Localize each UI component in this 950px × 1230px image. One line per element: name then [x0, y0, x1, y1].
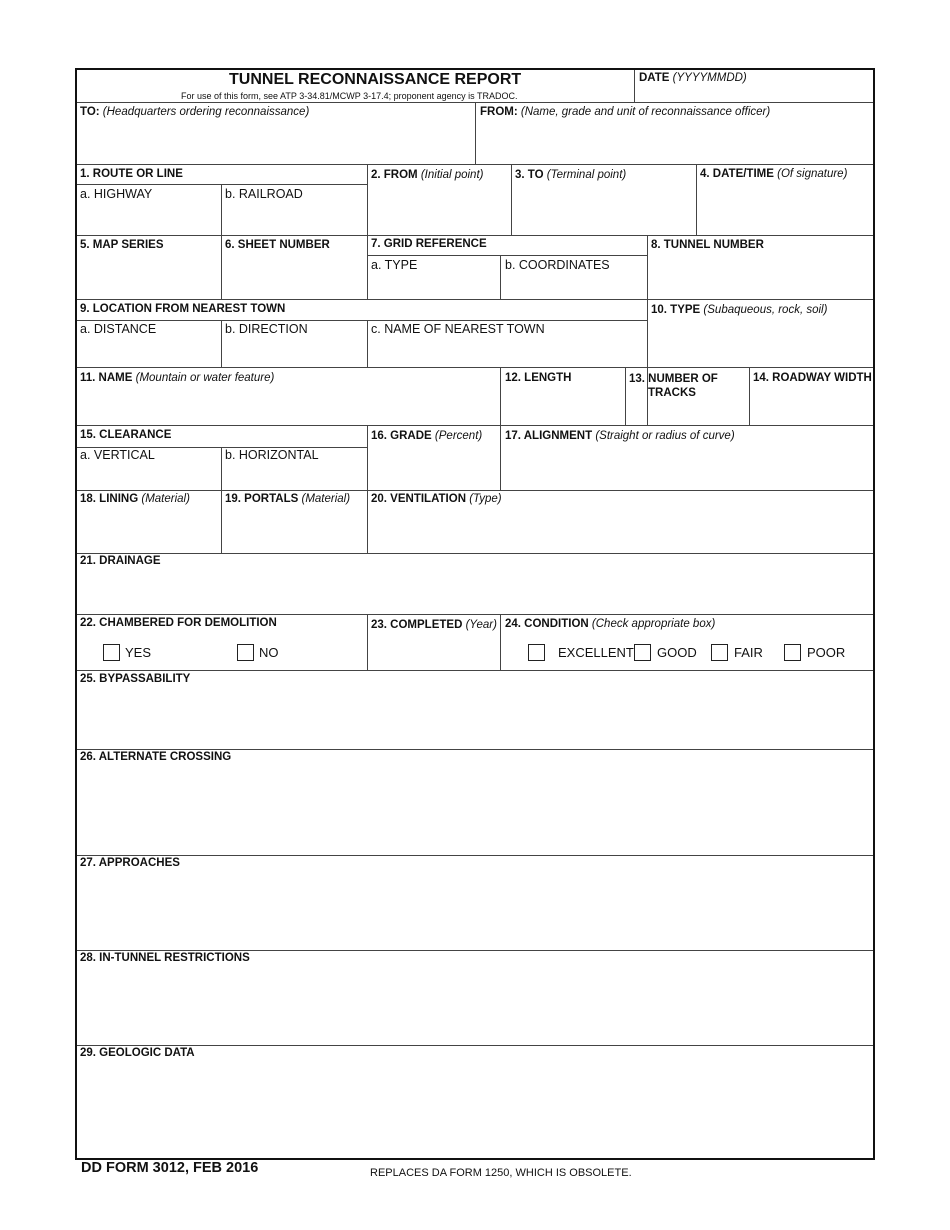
form-title: TUNNEL RECONNAISSANCE REPORT [229, 71, 522, 88]
distance-label: a. DISTANCE [80, 322, 157, 336]
highway-label: a. HIGHWAY [80, 187, 153, 201]
coordinates-label: b. COORDINATES [505, 258, 610, 272]
tunnel-type-label: 10. TYPE (Subaqueous, rock, soil) [651, 304, 828, 316]
divider [221, 320, 222, 367]
grade-field[interactable] [371, 448, 497, 488]
divider [77, 670, 873, 671]
divider [77, 553, 873, 554]
divider [77, 1045, 873, 1046]
divider [367, 164, 368, 299]
fair-option[interactable] [711, 644, 763, 661]
geologic-data-label: 29. GEOLOGIC DATA [80, 1047, 195, 1059]
good-label: GOOD [657, 645, 697, 660]
name-label: 11. NAME (Mountain or water feature) [80, 372, 275, 384]
grid-reference-label: 7. GRID REFERENCE [371, 238, 487, 250]
name-field[interactable] [80, 390, 497, 423]
coordinates-field[interactable] [505, 274, 644, 297]
divider [696, 164, 697, 235]
in-tunnel-restrictions-field[interactable] [80, 969, 870, 1043]
poor-label: POOR [807, 645, 846, 660]
good-option[interactable] [634, 644, 697, 661]
drainage-field[interactable] [80, 572, 870, 612]
divider [221, 235, 222, 299]
divider [749, 367, 750, 425]
poor-checkbox[interactable] [784, 644, 801, 661]
good-checkbox[interactable] [634, 644, 651, 661]
completed-label: 23. COMPLETED (Year) [371, 619, 497, 631]
direction-label: b. DIRECTION [225, 322, 308, 336]
chambered-label: 22. CHAMBERED FOR DEMOLITION [80, 617, 277, 629]
vertical-label: a. VERTICAL [80, 448, 155, 462]
to-label: TO: (Headquarters ordering reconnaissance) [80, 106, 310, 118]
railroad-label: b. RAILROAD [225, 187, 303, 201]
no-label: NO [259, 645, 279, 660]
divider [77, 320, 647, 321]
from-point-field[interactable] [371, 186, 508, 233]
in-tunnel-restrictions-label: 28. IN-TUNNEL RESTRICTIONS [80, 952, 250, 964]
ventilation-field[interactable] [371, 510, 870, 551]
condition-label: 24. CONDITION (Check appropriate box) [505, 618, 716, 630]
divider [625, 367, 626, 425]
tunnel-type-field[interactable] [651, 322, 870, 365]
route-or-line-label: 1. ROUTE OR LINE [80, 168, 183, 180]
divider [221, 447, 222, 490]
number-of-tracks-label: 13. NUMBER OF [629, 373, 718, 385]
map-series-label: 5. MAP SERIES [80, 239, 164, 251]
horizontal-label: b. HORIZONTAL [225, 448, 319, 462]
date-field[interactable] [639, 86, 869, 100]
yes-label: YES [125, 645, 152, 660]
divider [500, 425, 501, 490]
clearance-label: 15. CLEARANCE [80, 429, 172, 441]
divider [221, 184, 222, 235]
approaches-label: 27. APPROACHES [80, 857, 180, 869]
divider [77, 749, 873, 750]
fair-checkbox[interactable] [711, 644, 728, 661]
distance-field[interactable] [80, 338, 218, 365]
no-option[interactable] [237, 644, 279, 661]
bypassability-field[interactable] [80, 690, 870, 747]
tunnel-reconnaissance-form [75, 68, 875, 1160]
grid-type-label: a. TYPE [371, 258, 418, 272]
excellent-checkbox[interactable] [528, 644, 545, 661]
sheet-number-field[interactable] [225, 256, 364, 297]
divider [77, 855, 873, 856]
divider [475, 102, 476, 164]
length-label: 12. LENGTH [505, 372, 572, 384]
tunnel-number-field[interactable] [651, 256, 870, 297]
divider [500, 614, 501, 670]
tunnel-number-label: 8. TUNNEL NUMBER [651, 239, 764, 251]
divider [77, 184, 367, 185]
ventilation-label: 20. VENTILATION (Type) [371, 493, 502, 505]
yes-checkbox[interactable] [103, 644, 120, 661]
grade-label: 16. GRADE (Percent) [371, 430, 483, 442]
length-field[interactable] [505, 390, 622, 423]
divider [77, 490, 873, 491]
divider [500, 367, 501, 425]
nearest-town-label: c. NAME OF NEAREST TOWN [371, 322, 545, 336]
roadway-width-field[interactable] [753, 390, 870, 423]
roadway-width-label: 14. ROADWAY WIDTH [753, 372, 872, 384]
geologic-data-field[interactable] [80, 1064, 870, 1156]
divider [77, 950, 873, 951]
divider [77, 614, 873, 615]
alignment-label: 17. ALIGNMENT (Straight or radius of curve) [505, 430, 735, 442]
from-point-label: 2. FROM (Initial point) [371, 169, 484, 181]
portals-label: 19. PORTALS (Material) [225, 493, 351, 505]
lining-field[interactable] [80, 510, 218, 551]
no-checkbox[interactable] [237, 644, 254, 661]
divider [77, 299, 873, 300]
alternate-crossing-field[interactable] [80, 768, 870, 853]
portals-field[interactable] [225, 510, 364, 551]
horizontal-field[interactable] [225, 465, 364, 488]
divider [367, 320, 368, 367]
divider [500, 255, 501, 299]
number-of-tracks-label-2: TRACKS [648, 387, 696, 399]
highway-field[interactable] [80, 204, 218, 233]
drainage-label: 21. DRAINAGE [80, 555, 161, 567]
form-number: DD FORM 3012, FEB 2016 [81, 1160, 259, 1176]
yes-option[interactable] [103, 644, 151, 661]
to-point-label: 3. TO (Terminal point) [515, 169, 627, 181]
alternate-crossing-label: 26. ALTERNATE CROSSING [80, 751, 232, 763]
sheet-number-label: 6. SHEET NUMBER [225, 239, 330, 251]
grid-type-field[interactable] [371, 274, 497, 297]
to-point-field[interactable] [515, 186, 693, 233]
from-label: FROM: (Name, grade and unit of reconnaissance officer) [480, 106, 771, 118]
fair-label: FAIR [734, 645, 763, 660]
number-of-tracks-field[interactable] [629, 402, 746, 423]
excellent-label: EXCELLENT [558, 645, 634, 660]
vertical-field[interactable] [80, 465, 218, 488]
railroad-field[interactable] [225, 204, 364, 233]
date-time-label: 4. DATE/TIME (Of signature) [700, 168, 848, 180]
divider [221, 490, 222, 553]
divider [367, 255, 647, 256]
date-label: DATE (YYYYMMDD) [639, 72, 747, 84]
divider [367, 614, 368, 670]
completed-field[interactable] [371, 636, 497, 668]
divider [77, 425, 873, 426]
poor-option[interactable] [784, 644, 845, 661]
divider [634, 70, 635, 102]
divider [367, 425, 368, 553]
divider [77, 367, 873, 368]
bypassability-label: 25. BYPASSABILITY [80, 673, 191, 685]
nearest-town-field[interactable] [371, 338, 644, 365]
form-subtitle: For use of this form, see ATP 3-34.81/MCWP 3-17.4; proponent agency is TRADOC. [181, 91, 518, 101]
excellent-option[interactable] [528, 644, 634, 661]
alignment-field[interactable] [505, 448, 870, 488]
location-label: 9. LOCATION FROM NEAREST TOWN [80, 303, 286, 315]
to-field[interactable] [80, 122, 472, 162]
from-field[interactable] [480, 122, 870, 162]
map-series-field[interactable] [80, 256, 218, 297]
direction-field[interactable] [225, 338, 364, 365]
lining-label: 18. LINING (Material) [80, 493, 190, 505]
replaces-note: REPLACES DA FORM 1250, WHICH IS OBSOLETE. [370, 1167, 632, 1179]
divider [77, 235, 873, 236]
approaches-field[interactable] [80, 874, 870, 948]
divider [511, 164, 512, 235]
divider [77, 164, 873, 165]
date-time-field[interactable] [700, 186, 870, 233]
